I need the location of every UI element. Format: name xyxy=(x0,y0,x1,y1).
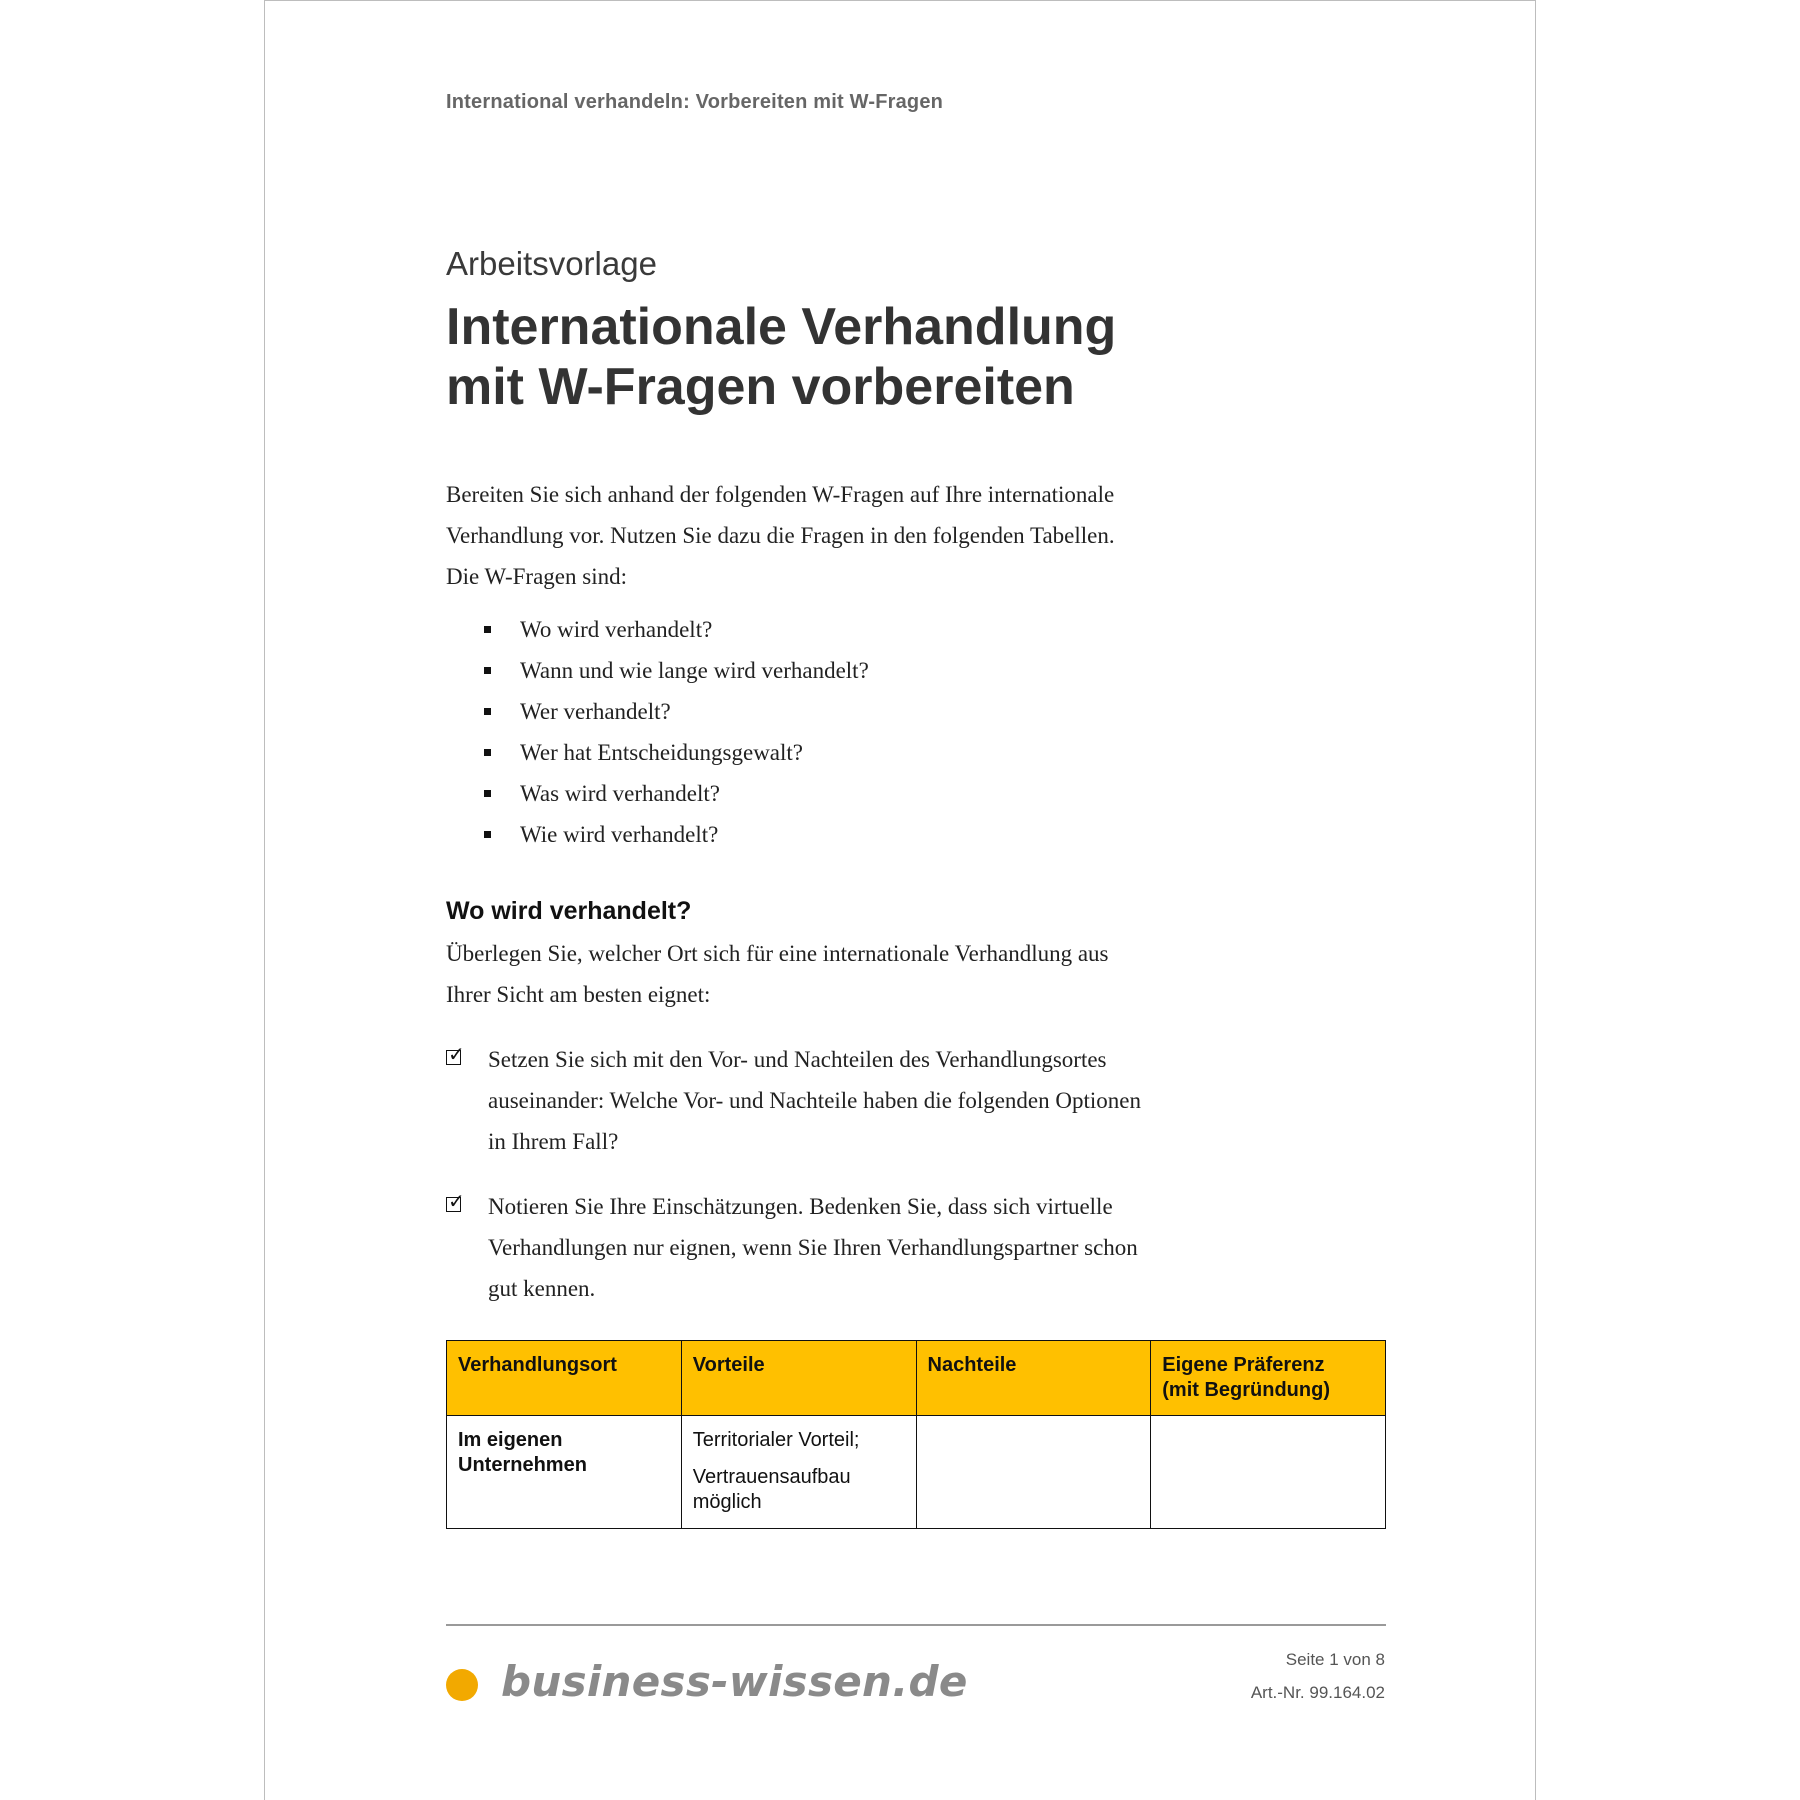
checklist-line: gut kennen. xyxy=(488,1276,596,1301)
checklist-line: Notieren Sie Ihre Einschätzungen. Bedenken Sie, dass sich virtuelle xyxy=(488,1194,1113,1219)
footer-divider xyxy=(446,1624,1386,1626)
column-header: Verhandlungsort xyxy=(447,1341,682,1416)
checklist-line: Setzen Sie sich mit den Vor- und Nachteilen des Verhandlungsortes xyxy=(488,1047,1107,1072)
checkbox-checked-icon: ✓ xyxy=(448,1189,465,1213)
checklist-item xyxy=(446,1039,1141,1162)
list-item: Wo wird verhandelt? xyxy=(481,609,869,650)
logo-dot-icon xyxy=(446,1669,478,1701)
page-title xyxy=(446,297,1116,417)
section-line: Ihrer Sicht am besten eignet: xyxy=(446,982,711,1007)
document-page xyxy=(264,0,1536,1800)
bullet-square-icon xyxy=(484,749,491,756)
table-header-row xyxy=(447,1341,1386,1416)
bullet-square-icon xyxy=(484,790,491,797)
list-item: Wie wird verhandelt? xyxy=(481,814,869,855)
column-header: Nachteile xyxy=(916,1341,1151,1416)
list-item: Wer verhandelt? xyxy=(481,691,869,732)
bullet-square-icon xyxy=(484,667,491,674)
article-number: Art.-Nr. 99.164.02 xyxy=(1250,1683,1385,1702)
running-header: International verhandeln: Vorbereiten mit W-Fragen xyxy=(446,91,944,113)
list-item: Wer hat Entscheidungsgewalt? xyxy=(481,732,869,773)
intro-line: Bereiten Sie sich anhand der folgenden W-Fragen auf Ihre internationale xyxy=(446,482,1115,507)
table-cell-preference[interactable] xyxy=(1151,1416,1386,1529)
bullet-square-icon xyxy=(484,626,491,633)
table-cell-location: Im eigenen Unternehmen xyxy=(447,1416,682,1529)
section-line: Überlegen Sie, welcher Ort sich für eine internationale Verhandlung aus xyxy=(446,941,1109,966)
location-table xyxy=(446,1340,1386,1529)
intro-line: Die W-Fragen sind: xyxy=(446,564,627,589)
brand-logo[interactable]: business-wissen.de xyxy=(501,1657,968,1706)
page-title-line: Internationale Verhandlung xyxy=(446,298,1117,356)
page-number: Seite 1 von 8 xyxy=(1285,1650,1385,1669)
table-row xyxy=(447,1416,1386,1529)
section-paragraph xyxy=(446,933,1109,1015)
checkbox-checked-icon: ✓ xyxy=(448,1042,465,1066)
intro-line: Verhandlung vor. Nutzen Sie dazu die Fragen in den folgenden Tabellen. xyxy=(446,523,1115,548)
intro-paragraph xyxy=(446,474,1206,597)
checklist-line: in Ihrem Fall? xyxy=(488,1129,619,1154)
bullet-square-icon xyxy=(484,708,491,715)
list-item: Wann und wie lange wird verhandelt? xyxy=(481,650,869,691)
column-header: Vorteile xyxy=(681,1341,916,1416)
list-item: Was wird verhandelt? xyxy=(481,773,869,814)
section-heading: Wo wird verhandelt? xyxy=(446,897,692,925)
checklist-line: auseinander: Welche Vor- und Nachteile haben die folgenden Optionen xyxy=(488,1088,1141,1113)
checklist-line: Verhandlungen nur eignen, wenn Sie Ihren Verhandlungspartner schon xyxy=(488,1235,1138,1260)
page-title-line: mit W-Fragen vorbereiten xyxy=(446,358,1075,416)
bullet-square-icon xyxy=(484,831,491,838)
table-cell-disadvantages[interactable] xyxy=(916,1416,1151,1529)
checklist-item xyxy=(446,1186,1138,1309)
document-kicker: Arbeitsvorlage xyxy=(446,245,657,282)
column-header: Eigene Präferenz (mit Begründung) xyxy=(1151,1341,1386,1416)
question-list xyxy=(481,609,869,855)
table-cell-advantages: Territorialer Vorteil; Vertrauensaufbau möglich xyxy=(681,1416,916,1529)
